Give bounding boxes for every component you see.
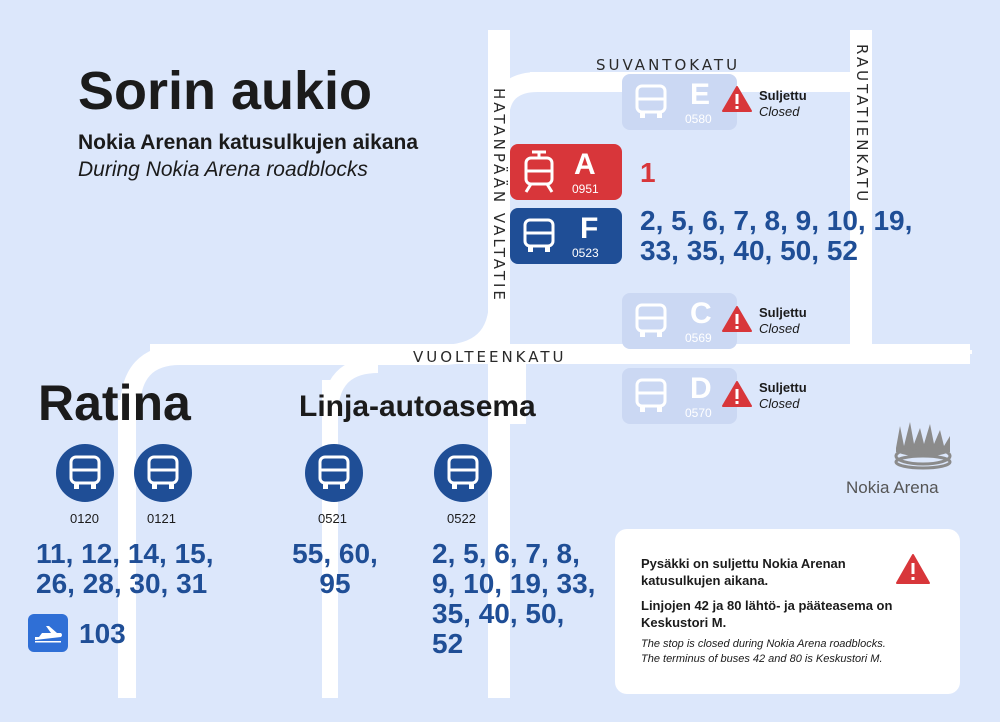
notice-fi-2: Linjojen 42 ja 80 lähtö- ja pääteasema on Keskustori M. (641, 598, 893, 630)
stop-a-lines: 1 (640, 157, 656, 188)
stop-number: 0120 (70, 511, 99, 526)
stop-code: 0570 (685, 406, 712, 420)
lines-row: 35, 40, 50, (432, 598, 565, 629)
notice-en-1: The stop is closed during Nokia Arena roadblocks. (641, 638, 886, 650)
status-en: Closed (759, 396, 800, 411)
stop-number: 0121 (147, 511, 176, 526)
stop-letter: C (690, 297, 712, 330)
stop-letter: F (580, 212, 599, 245)
status-en: Closed (759, 104, 800, 119)
stop-d[interactable] (622, 368, 737, 424)
subtitle-en: During Nokia Arena roadblocks (78, 158, 368, 181)
bus-icon (317, 455, 351, 491)
bus-icon (446, 455, 480, 491)
warning-icon (895, 553, 931, 585)
stop-ratina-0121[interactable] (134, 444, 192, 502)
station-0522-lines (432, 539, 595, 659)
subtitle-fi: Nokia Arenan katusulkujen aikana (78, 131, 419, 154)
lines-row: 33, 35, 40, 50, 52 (640, 235, 858, 266)
stop-d-status (759, 380, 807, 412)
street-rautatienkatu: RAUTATIENKATU (853, 44, 871, 205)
stop-c[interactable] (622, 293, 737, 349)
notice-box (615, 529, 960, 694)
notice-fi-1: Pysäkki on suljettu Nokia Arenan katusulkujen aikana. (641, 556, 846, 588)
lines-row: 52 (432, 628, 464, 659)
stop-f-lines (640, 206, 912, 266)
lines-row: 26, 28, 30, 31 (36, 568, 208, 599)
stop-f[interactable] (510, 208, 622, 264)
stop-ratina-0120[interactable] (56, 444, 114, 502)
airplane-icon (33, 623, 63, 643)
bus-icon (634, 378, 668, 414)
lines-row: 55, 60, (292, 538, 378, 569)
status-fi: Suljettu (759, 305, 807, 320)
street-vuolteenkatu: VUOLTEENKATU (413, 348, 567, 366)
bus-icon (146, 455, 180, 491)
bus-station-title: Linja-autoasema (299, 390, 536, 423)
lines-row: 95 (319, 568, 351, 599)
stop-e[interactable] (622, 74, 737, 130)
bus-icon (68, 455, 102, 491)
stop-code: 0523 (572, 246, 599, 260)
notice-en-2: The terminus of buses 42 and 80 is Keskustori M. (641, 653, 883, 665)
stop-c-status (759, 305, 807, 337)
stop-number: 0522 (447, 511, 476, 526)
tram-icon (522, 150, 556, 194)
stop-station-0522[interactable] (434, 444, 492, 502)
lines-row: 11, 12, 14, 15, (36, 538, 214, 569)
ratina-title: Ratina (38, 375, 191, 431)
status-fi: Suljettu (759, 380, 807, 395)
stop-code: 0569 (685, 331, 712, 345)
stop-e-status (759, 88, 807, 120)
stop-letter: D (690, 372, 712, 405)
page-title: Sorin aukio (78, 61, 373, 121)
street-hatanpaa: HATANPÄÄN VALTATIE (490, 88, 508, 303)
lines-row: 9, 10, 19, 33, (432, 568, 596, 599)
lines-row: 2, 5, 6, 7, 8, (432, 538, 580, 569)
stop-a[interactable] (510, 144, 622, 200)
station-0521-lines (289, 539, 381, 599)
warning-icon (721, 305, 753, 333)
nokia-arena-label: Nokia Arena (846, 478, 939, 497)
stop-letter: A (574, 148, 596, 181)
lines-row: 2, 5, 6, 7, 8, 9, 10, 19, (640, 205, 913, 236)
stop-code: 0951 (572, 182, 599, 196)
stop-letter: E (690, 78, 711, 111)
ratina-lines (36, 539, 214, 599)
airport-line: 103 (79, 618, 126, 649)
stop-number: 0521 (318, 511, 347, 526)
warning-icon (721, 380, 753, 408)
arena-icon (890, 418, 956, 470)
warning-icon (721, 85, 753, 113)
airport-badge (28, 614, 68, 652)
bus-icon (634, 303, 668, 339)
stop-station-0521[interactable] (305, 444, 363, 502)
status-fi: Suljettu (759, 88, 807, 103)
bus-icon (522, 218, 556, 254)
street-suvantokatu: SUVANTOKATU (596, 56, 741, 74)
stop-code: 0580 (685, 112, 712, 126)
bus-icon (634, 84, 668, 120)
status-en: Closed (759, 321, 800, 336)
